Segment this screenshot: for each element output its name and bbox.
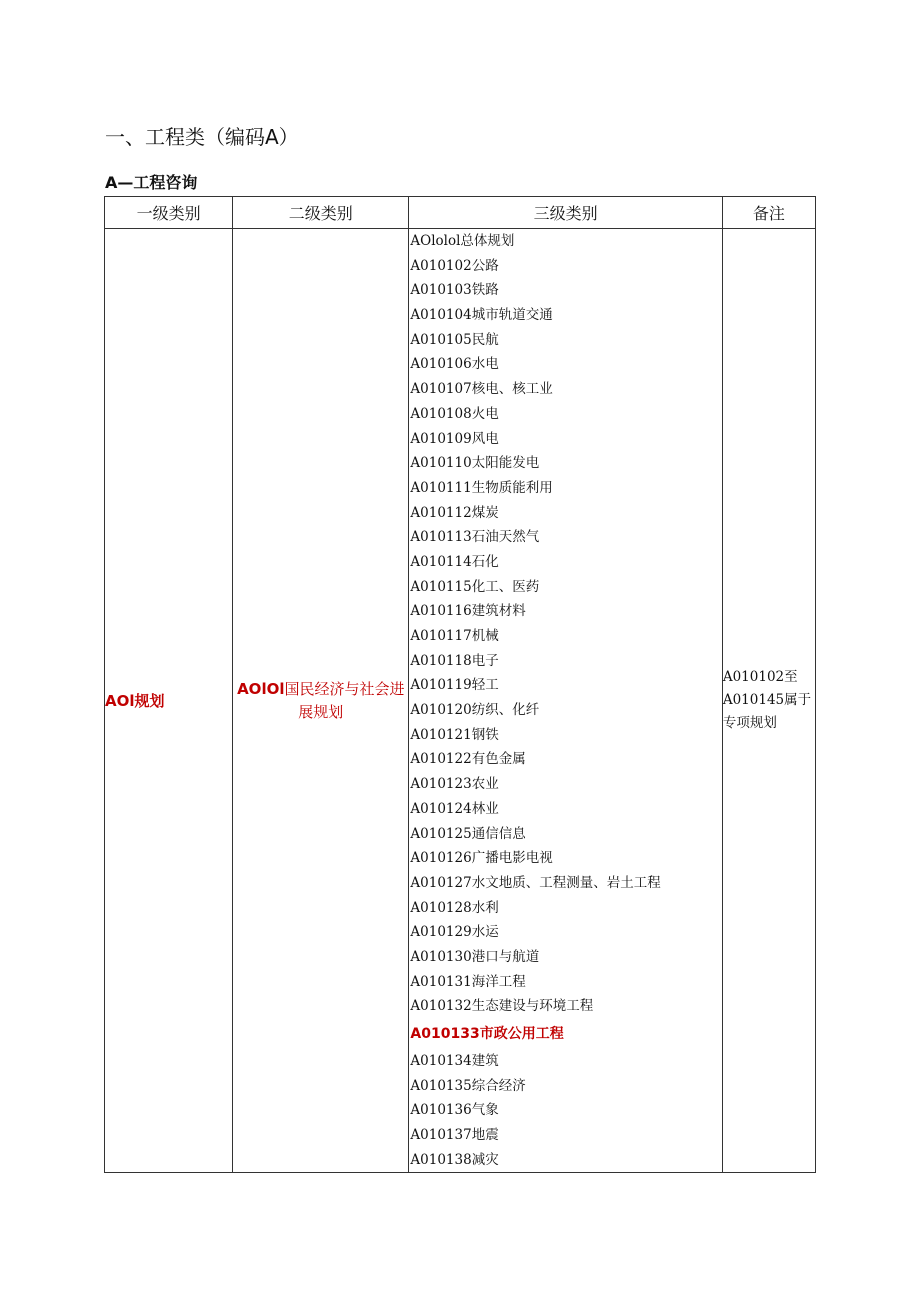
level3-item: A010125通信信息 <box>410 825 526 842</box>
level3-item: A010109风电 <box>410 430 499 447</box>
level3-item: A010123农业 <box>410 776 499 793</box>
level3-item: A010126广播电影电视 <box>410 850 553 867</box>
note-cell: A010102至A010145属于专项规划 <box>722 229 815 1173</box>
level3-item: A010129水运 <box>410 924 499 941</box>
level3-item: A010107核电、核工业 <box>410 381 553 398</box>
level3-item: A010105民航 <box>410 331 499 348</box>
level3-item: A010122有色金属 <box>410 751 526 768</box>
level3-item: A010132生态建设与环境工程 <box>410 998 594 1015</box>
level3-item: A010121钢铁 <box>410 726 499 743</box>
table-row <box>105 229 816 1173</box>
level3-list <box>409 229 721 1172</box>
level3-item: A010119轻工 <box>410 677 499 694</box>
page-title: 一、工程类（编码A） <box>105 125 299 149</box>
category-table <box>104 196 816 1173</box>
level3-item: AOlolol总体规划 <box>410 233 515 249</box>
level3-item: A010115化工、医药 <box>410 578 540 595</box>
level2-cell <box>233 229 409 1173</box>
level3-item: A010124林业 <box>410 800 499 817</box>
level3-item: A010136气象 <box>410 1102 499 1119</box>
level3-cell <box>409 229 722 1173</box>
level3-item: A010131海洋工程 <box>410 973 526 990</box>
level3-item: A010110太阳能发电 <box>410 455 540 472</box>
level3-item: A010117机械 <box>410 628 499 644</box>
table-header-row <box>105 197 816 229</box>
level3-item: A010135综合经济 <box>410 1077 526 1094</box>
level3-item: A010111生物质能利用 <box>410 479 553 496</box>
level3-item: A010120纺织、化纤 <box>410 702 540 719</box>
level3-item: A010130港口与航道 <box>410 948 540 965</box>
header-level3: 三级类别 <box>409 197 722 229</box>
level3-item: A010137地震 <box>410 1127 499 1144</box>
header-note: 备注 <box>722 197 815 229</box>
level2-code: AOlOl <box>237 679 285 698</box>
section-title: A—工程咨询 <box>105 173 198 192</box>
level3-item: A010128水利 <box>410 899 499 916</box>
level3-item: A010134建筑 <box>410 1053 499 1069</box>
level3-item: A010108火电 <box>410 405 499 422</box>
header-level2: 二级类别 <box>233 197 409 229</box>
level2-name: 国民经济与社会进展规划 <box>284 679 405 721</box>
level3-item: A010114石化 <box>410 553 499 570</box>
level3-item: A010112煤炭 <box>410 504 499 521</box>
level3-item: A010104城市轨道交通 <box>410 307 553 324</box>
level3-item: A010102公路 <box>410 257 499 274</box>
level3-item: A010118电子 <box>410 652 499 669</box>
level3-item: A010127水文地质、工程测量、岩土工程 <box>410 874 661 891</box>
level3-item: A010116建筑材料 <box>410 603 526 620</box>
level3-item: A010138减灾 <box>410 1151 499 1168</box>
level3-item: A010103铁路 <box>410 282 499 299</box>
level3-item: A010113石油天然气 <box>410 529 540 546</box>
level3-item: A010133市政公用工程 <box>410 1026 564 1042</box>
level1-cell: AOl规划 <box>105 229 233 1173</box>
header-level1: 一级类别 <box>105 197 233 229</box>
level3-item: A010106水电 <box>410 356 499 373</box>
